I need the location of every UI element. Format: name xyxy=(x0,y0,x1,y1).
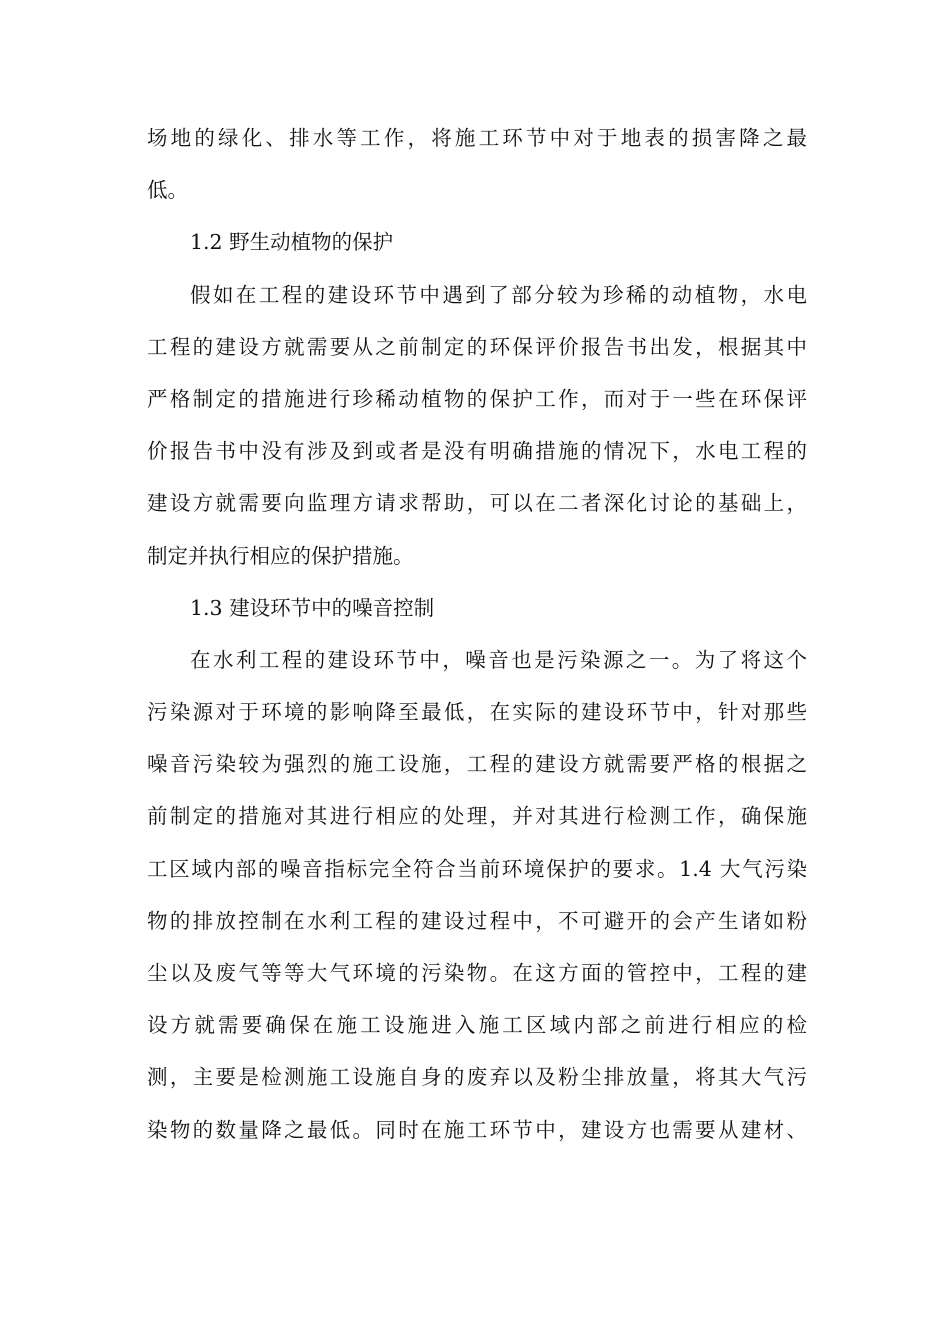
text-line: 测，主要是检测施工设施自身的废弃以及粉尘排放量，将其大气污 xyxy=(147,1065,807,1090)
section-heading: 1.3 建设环节中的噪音控制 xyxy=(190,595,435,620)
body-text xyxy=(147,112,807,1156)
section-heading: 1.2 野生动植物的保护 xyxy=(190,230,394,255)
text-line: 价报告书中没有涉及到或者是没有明确措施的情况下，水电工程的 xyxy=(147,439,807,464)
text-line: 噪音污染较为强烈的施工设施，工程的建设方就需要严格的根据之 xyxy=(147,752,807,777)
text-line: 严格制定的措施进行珍稀动植物的保护工作，而对于一些在环保评 xyxy=(147,386,807,411)
text-line: 设方就需要确保在施工设施进入施工区域内部之前进行相应的检 xyxy=(147,1013,807,1038)
text-line: 染物的数量降之最低。同时在施工环节中，建设方也需要从建材、 xyxy=(147,1117,807,1142)
text-line: 场地的绿化、排水等工作，将施工环节中对于地表的损害降之最 xyxy=(147,126,807,150)
text-line: 尘以及废气等等大气环境的污染物。在这方面的管控中，工程的建 xyxy=(147,961,807,985)
text-line: 工区域内部的噪音指标完全符合当前环境保护的要求。1.4 大气污染 xyxy=(147,856,807,881)
text-line: 物的排放控制在水利工程的建设过程中，不可避开的会产生诸如粉 xyxy=(147,908,807,933)
text-line: 前制定的措施对其进行相应的处理，并对其进行检测工作，确保施 xyxy=(147,804,807,829)
text-line: 污染源对于环境的影响降至最低，在实际的建设环节中，针对那些 xyxy=(147,700,807,725)
text-line: 建设方就需要向监理方请求帮助，可以在二者深化讨论的基础上， xyxy=(147,491,807,516)
text-line: 假如在工程的建设环节中遇到了部分较为珍稀的动植物，水电 xyxy=(190,282,807,307)
text-line: 低。 xyxy=(147,178,188,203)
text-line: 制定并执行相应的保护措施。 xyxy=(147,543,414,568)
text-line: 在水利工程的建设环节中，噪音也是污染源之一。为了将这个 xyxy=(190,647,807,672)
text-line: 工程的建设方就需要从之前制定的环保评价报告书出发，根据其中 xyxy=(147,334,807,359)
